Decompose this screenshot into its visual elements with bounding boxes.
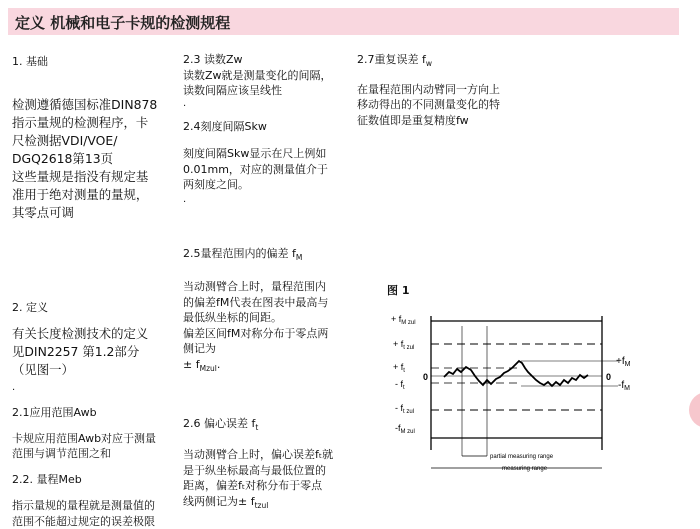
dot: . — [183, 99, 355, 109]
section-2-1-heading: 2.1应用范围Awb — [12, 405, 182, 421]
text-line: 当动测臂合上时，偏心误差fₜ就 — [183, 447, 355, 463]
section-2-5-heading — [183, 246, 355, 266]
section-2-6-last-text: 线两侧记为± f — [183, 495, 255, 508]
label-ft-minus: - $f_t$ — [395, 379, 405, 391]
label-zero-left: 0 — [423, 372, 428, 382]
text-line: 这些量规是指没有规定基 — [12, 168, 182, 186]
text-line: 最低纵坐标的间距。 — [183, 310, 355, 326]
section-2-1-body — [12, 431, 182, 462]
section-2-7-heading — [357, 52, 527, 72]
dot: . — [12, 383, 182, 393]
section-2-2-body — [12, 498, 182, 529]
text-line: 当动测臂合上时，量程范围内 — [183, 279, 355, 295]
text-line: 其零点可调 — [12, 204, 182, 222]
figure-label: 图 1 — [387, 282, 409, 298]
text-line: 读数Zw就是测量变化的间隔， — [183, 68, 355, 84]
section-2-5-body — [183, 279, 355, 376]
section-2-7-body — [357, 82, 527, 129]
section-2-7-heading-sub: w — [426, 59, 432, 68]
section-2-4-heading: 2.4刻度间隔Skw — [183, 119, 355, 135]
title-bar — [8, 8, 679, 35]
section-1-heading: 1. 基础 — [12, 54, 182, 70]
label-ft-plus: + $f_t$ — [393, 362, 405, 374]
dot: . — [183, 195, 355, 205]
text-line: 征数值即是重复精度fw — [357, 113, 527, 129]
text-line: 0.01mm，对应的测量值介于 — [183, 162, 355, 178]
text-line: 距离，偏差fₜ对称分布于零点 — [183, 478, 355, 494]
section-2-heading: 2. 定义 — [12, 300, 182, 316]
section-2-5-heading-sub: M — [296, 253, 302, 262]
label-fm-plus: $+f_M$ — [616, 356, 631, 368]
text-line: 见DIN2257 第1.2部分 — [12, 343, 182, 361]
text-line: 检测遵循德国标准DIN878 — [12, 96, 182, 114]
measurement-curve — [444, 361, 588, 386]
text-line: 偏差区间fM对称分布于零点两 — [183, 326, 355, 342]
label-fmzul-bottom: $-f_{M zul}$ — [395, 423, 415, 435]
text-line: 是于纵坐标最高与最低位置的 — [183, 463, 355, 479]
section-2-body — [12, 325, 182, 379]
pm-fmzul-text: ± f — [183, 358, 200, 371]
text-line: 尺检测据VDI/VOE/ — [12, 132, 182, 150]
text-line: 两刻度之间。 — [183, 177, 355, 193]
section-2-6-heading-text: 2.6 偏心误差 f — [183, 417, 255, 430]
section-2-7-heading-text: 2.7重复误差 f — [357, 53, 426, 66]
pm-fmzul-sub: Mzul — [200, 364, 217, 373]
label-ftzul-top: + $f_{t zul}$ — [393, 339, 414, 351]
text-line: 在量程范围内动臂同一方向上 — [357, 82, 527, 98]
label-ftzul-bottom: - $f_{t zul}$ — [395, 403, 414, 415]
label-zero-right: 0 — [606, 372, 611, 382]
page-title: 定义 机械和电子卡规的检测规程 — [15, 12, 230, 33]
section-2-5-heading-text: 2.5量程范围内的偏差 f — [183, 247, 296, 260]
label-fm-minus: $-f_M$ — [618, 380, 630, 392]
label-fmzul-top: + $f_{M zul}$ — [391, 314, 416, 326]
text-line — [183, 494, 355, 514]
section-2-6-last-sub: tzul — [255, 501, 269, 510]
text-line: 卡规应用范围Awb对应于测量 — [12, 431, 182, 447]
text-line: 指示量规的量程就是测量值的 — [12, 498, 182, 514]
text-line: DGQ2618第13页 — [12, 150, 182, 168]
text-line: 有关长度检测技术的定义 — [12, 325, 182, 343]
text-line: 指示量规的检测程序，卡 — [12, 114, 182, 132]
text-line: 移动得出的不同测量变化的特 — [357, 97, 527, 113]
section-2-6-heading — [183, 416, 355, 436]
section-1-body — [12, 96, 182, 222]
column-2 — [183, 52, 355, 513]
text-line: ± $f_{Mzul}$. — [183, 357, 355, 377]
text-line: 范围不能超过规定的误差极限 — [12, 514, 182, 529]
section-2-4-body — [183, 146, 355, 193]
column-3 — [357, 52, 527, 128]
label-partial-range: partial measuring range — [490, 454, 554, 460]
section-2-2-heading: 2.2. 量程Meb — [12, 472, 182, 488]
text-line: 读数间隔应该呈线性 — [183, 83, 355, 99]
edge-decoration — [689, 392, 700, 428]
column-1 — [12, 54, 182, 529]
text-line: 刻度间隔Skw显示在尺上例如 — [183, 146, 355, 162]
text-line: （见图一） — [12, 361, 182, 379]
text-line: 准用于绝对测量的量规， — [12, 186, 182, 204]
text-line: 范围与调节范围之和 — [12, 446, 182, 462]
label-measuring-range: measuring range — [502, 466, 548, 472]
section-2-6-heading-sub: t — [255, 424, 258, 433]
text-line: 的偏差fM代表在图表中最高与 — [183, 295, 355, 311]
section-2-3-heading: 2.3 读数Zw — [183, 52, 355, 68]
figure-1-diagram — [386, 306, 646, 478]
text-line: 侧记为 — [183, 341, 355, 357]
section-2-6-body — [183, 447, 355, 513]
